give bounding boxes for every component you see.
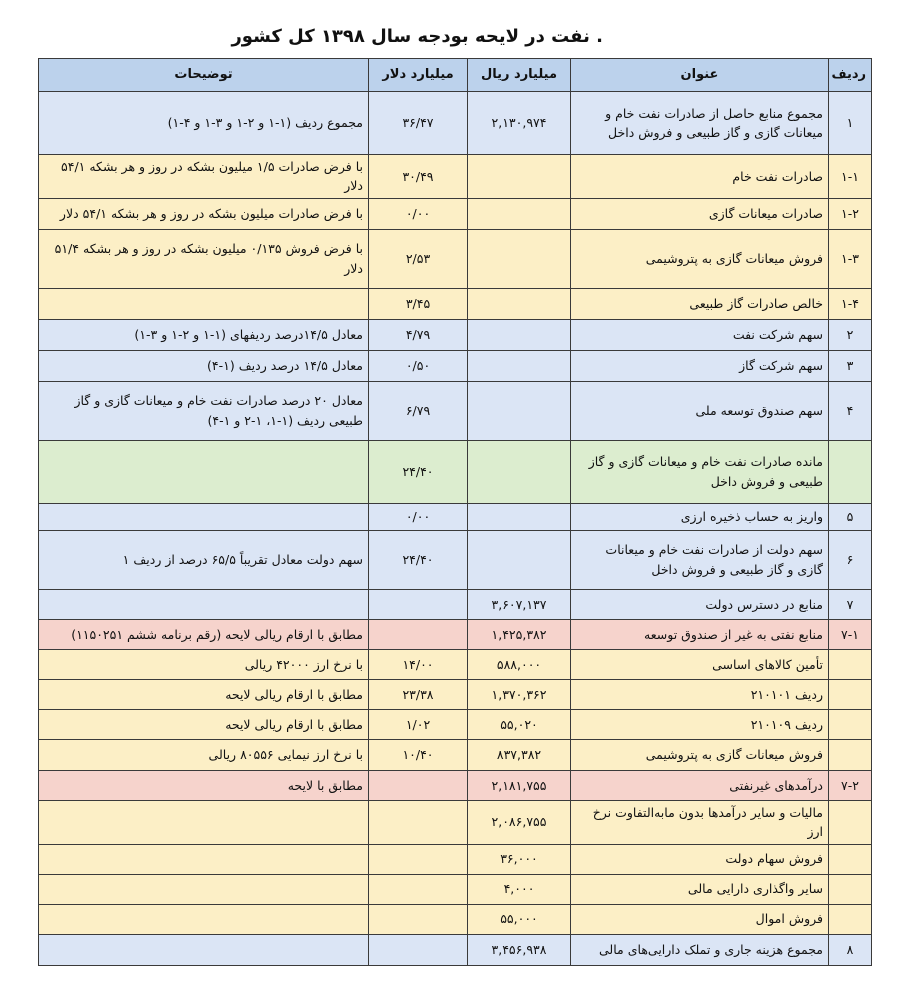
cell-desc: با نرخ ارز نیمایی ۸۰۵۵۶ ریالی [39, 739, 369, 770]
cell-dollar: ۰/۰۰ [369, 198, 468, 229]
cell-radif [829, 904, 872, 934]
cell-onvan: سایر واگذاری دارایی مالی [571, 874, 829, 904]
cell-radif [829, 739, 872, 770]
cell-radif: ۷ [829, 589, 872, 619]
table-row [39, 589, 872, 619]
cell-dollar: ۱۰/۴۰ [369, 739, 468, 770]
table-row [39, 709, 872, 739]
cell-onvan: مجموع منابع حاصل از صادرات نفت خام و میعانات گازی و گاز طبیعی و فروش داخل [571, 92, 829, 155]
cell-dollar: ۲۴/۴۰ [369, 530, 468, 589]
table-row [39, 350, 872, 381]
cell-dollar [369, 770, 468, 800]
cell-radif: ۱-۳ [829, 229, 872, 288]
cell-radif [829, 800, 872, 844]
page-title: . نفت در لایحه بودجه سال ۱۳۹۸ کل کشور [231, 26, 603, 47]
cell-onvan: فروش میعانات گازی به پتروشیمی [571, 739, 829, 770]
cell-radif [829, 844, 872, 874]
table-row [39, 288, 872, 319]
cell-rial: ۳,۶۰۷,۱۳۷ [468, 589, 571, 619]
cell-rial: ۸۳۷,۳۸۲ [468, 739, 571, 770]
cell-rial [468, 530, 571, 589]
cell-radif [829, 709, 872, 739]
cell-dollar: ۶/۷۹ [369, 381, 468, 440]
table-row [39, 619, 872, 649]
cell-onvan: سهم شرکت نفت [571, 319, 829, 350]
cell-desc: مطابق با ارقام ریالی لایحه [39, 679, 369, 709]
table-header-row [39, 59, 872, 92]
cell-radif: ۱-۲ [829, 198, 872, 229]
cell-desc [39, 589, 369, 619]
cell-desc: با فرض صادرات ۱/۵ میلیون بشکه در روز و هر بشکه ۵۴/۱ دلار [39, 155, 369, 199]
cell-onvan: صادرات میعانات گازی [571, 198, 829, 229]
cell-desc [39, 440, 369, 503]
cell-onvan: درآمدهای غیرنفتی [571, 770, 829, 800]
cell-dollar [369, 619, 468, 649]
header-dollar: میلیارد دلار [369, 59, 468, 92]
cell-dollar: ۰/۵۰ [369, 350, 468, 381]
cell-desc: مطابق با لایحه [39, 770, 369, 800]
table-row [39, 155, 872, 199]
cell-rial: ۵۵,۰۲۰ [468, 709, 571, 739]
cell-dollar: ۲۳/۳۸ [369, 679, 468, 709]
cell-dollar: ۰/۰۰ [369, 503, 468, 530]
cell-radif: ۴ [829, 381, 872, 440]
cell-radif [829, 874, 872, 904]
cell-dollar [369, 800, 468, 844]
cell-onvan: مانده صادرات نفت خام و میعانات گازی و گاز طبیعی و فروش داخل [571, 440, 829, 503]
cell-radif: ۶ [829, 530, 872, 589]
budget-table [38, 58, 872, 966]
cell-onvan: صادرات نفت خام [571, 155, 829, 199]
cell-rial [468, 319, 571, 350]
table-row [39, 198, 872, 229]
cell-desc: با فرض صادرات میلیون بشکه در روز و هر بشکه ۵۴/۱ دلار [39, 198, 369, 229]
cell-rial [468, 155, 571, 199]
cell-dollar [369, 844, 468, 874]
cell-desc: معادل ۱۴/۵درصد ردیفهای (۱-۱ و ۲-۱ و ۳-۱) [39, 319, 369, 350]
cell-radif [829, 679, 872, 709]
cell-rial [468, 229, 571, 288]
cell-desc: سهم دولت معادل تقریباً ۶۵/۵ درصد از ردیف ۱ [39, 530, 369, 589]
cell-desc [39, 844, 369, 874]
cell-onvan: فروش سهام دولت [571, 844, 829, 874]
cell-onvan: فروش میعانات گازی به پتروشیمی [571, 229, 829, 288]
cell-radif: ۸ [829, 934, 872, 965]
table-body [39, 92, 872, 966]
cell-onvan: مجموع هزینه جاری و تملک دارایی‌های مالی [571, 934, 829, 965]
cell-onvan: سهم شرکت گاز [571, 350, 829, 381]
cell-dollar: ۱۴/۰۰ [369, 649, 468, 679]
table-row [39, 800, 872, 844]
table-row [39, 229, 872, 288]
cell-radif: ۳ [829, 350, 872, 381]
cell-onvan: منابع نفتی به غیر از صندوق توسعه [571, 619, 829, 649]
cell-desc: مجموع ردیف (۱-۱ و ۲-۱ و ۳-۱ و ۴-۱) [39, 92, 369, 155]
cell-dollar [369, 874, 468, 904]
table-row [39, 319, 872, 350]
cell-radif: ۱-۱ [829, 155, 872, 199]
cell-rial: ۴,۰۰۰ [468, 874, 571, 904]
cell-rial: ۱,۳۷۰,۳۶۲ [468, 679, 571, 709]
cell-desc [39, 904, 369, 934]
cell-dollar [369, 934, 468, 965]
cell-radif: ۲ [829, 319, 872, 350]
cell-rial: ۲,۱۳۰,۹۷۴ [468, 92, 571, 155]
header-rial: میلیارد ریال [468, 59, 571, 92]
cell-rial: ۲,۰۸۶,۷۵۵ [468, 800, 571, 844]
cell-desc [39, 800, 369, 844]
table-row [39, 934, 872, 965]
cell-radif: ۵ [829, 503, 872, 530]
cell-rial [468, 288, 571, 319]
cell-dollar: ۳/۴۵ [369, 288, 468, 319]
table-row [39, 440, 872, 503]
header-radif: ردیف [829, 59, 872, 92]
cell-rial: ۱,۴۲۵,۳۸۲ [468, 619, 571, 649]
cell-radif [829, 440, 872, 503]
cell-rial [468, 198, 571, 229]
cell-rial: ۵۵,۰۰۰ [468, 904, 571, 934]
cell-rial [468, 440, 571, 503]
cell-onvan: ردیف ۲۱۰۱۰۱ [571, 679, 829, 709]
cell-rial [468, 381, 571, 440]
cell-onvan: فروش اموال [571, 904, 829, 934]
cell-dollar: ۴/۷۹ [369, 319, 468, 350]
cell-desc: مطابق با ارقام ریالی لایحه (رقم برنامه ششم ۱۱۵۰۲۵۱) [39, 619, 369, 649]
cell-radif: ۱ [829, 92, 872, 155]
cell-onvan: واریز به حساب ذخیره ارزی [571, 503, 829, 530]
cell-onvan: سهم دولت از صادرات نفت خام و میعانات گازی و گاز طبیعی و فروش داخل [571, 530, 829, 589]
table-row [39, 904, 872, 934]
table-row [39, 844, 872, 874]
table-row [39, 92, 872, 155]
header-desc: توضیحات [39, 59, 369, 92]
cell-onvan: خالص صادرات گاز طبیعی [571, 288, 829, 319]
table-row [39, 381, 872, 440]
cell-desc: با نرخ ارز ۴۲۰۰۰ ریالی [39, 649, 369, 679]
table-row [39, 679, 872, 709]
table-row [39, 770, 872, 800]
cell-rial [468, 503, 571, 530]
header-onvan: عنوان [571, 59, 829, 92]
cell-onvan: سهم صندوق توسعه ملی [571, 381, 829, 440]
cell-desc [39, 503, 369, 530]
cell-radif: ۱-۴ [829, 288, 872, 319]
cell-dollar: ۲/۵۳ [369, 229, 468, 288]
cell-desc: معادل ۱۴/۵ درصد ردیف (۱-۴) [39, 350, 369, 381]
cell-onvan: منابع در دسترس دولت [571, 589, 829, 619]
table-row [39, 874, 872, 904]
cell-dollar: ۱/۰۲ [369, 709, 468, 739]
cell-onvan: ردیف ۲۱۰۱۰۹ [571, 709, 829, 739]
cell-desc [39, 934, 369, 965]
cell-desc: با فرض فروش ۰/۱۳۵ میلیون بشکه در روز و هر بشکه ۵۱/۴ دلار [39, 229, 369, 288]
cell-onvan: تأمین کالاهای اساسی [571, 649, 829, 679]
table-row [39, 649, 872, 679]
cell-radif: ۷-۱ [829, 619, 872, 649]
cell-desc [39, 874, 369, 904]
table-row [39, 530, 872, 589]
cell-rial [468, 350, 571, 381]
cell-onvan: مالیات و سایر درآمدها بدون مابه‌التفاوت نرخ ارز [571, 800, 829, 844]
cell-rial: ۵۸۸,۰۰۰ [468, 649, 571, 679]
cell-rial: ۲,۱۸۱,۷۵۵ [468, 770, 571, 800]
cell-dollar [369, 589, 468, 619]
cell-desc: معادل ۲۰ درصد صادرات نفت خام و میعانات گازی و گاز طبیعی ردیف (۱-۱، ۱-۲ و ۱-۴) [39, 381, 369, 440]
cell-desc: مطابق با ارقام ریالی لایحه [39, 709, 369, 739]
cell-dollar [369, 904, 468, 934]
cell-dollar: ۲۴/۴۰ [369, 440, 468, 503]
cell-dollar: ۳۶/۴۷ [369, 92, 468, 155]
cell-dollar: ۳۰/۴۹ [369, 155, 468, 199]
cell-rial: ۳,۴۵۶,۹۳۸ [468, 934, 571, 965]
cell-radif: ۷-۲ [829, 770, 872, 800]
table-row [39, 739, 872, 770]
table-row [39, 503, 872, 530]
cell-rial: ۳۶,۰۰۰ [468, 844, 571, 874]
cell-radif [829, 649, 872, 679]
cell-desc [39, 288, 369, 319]
